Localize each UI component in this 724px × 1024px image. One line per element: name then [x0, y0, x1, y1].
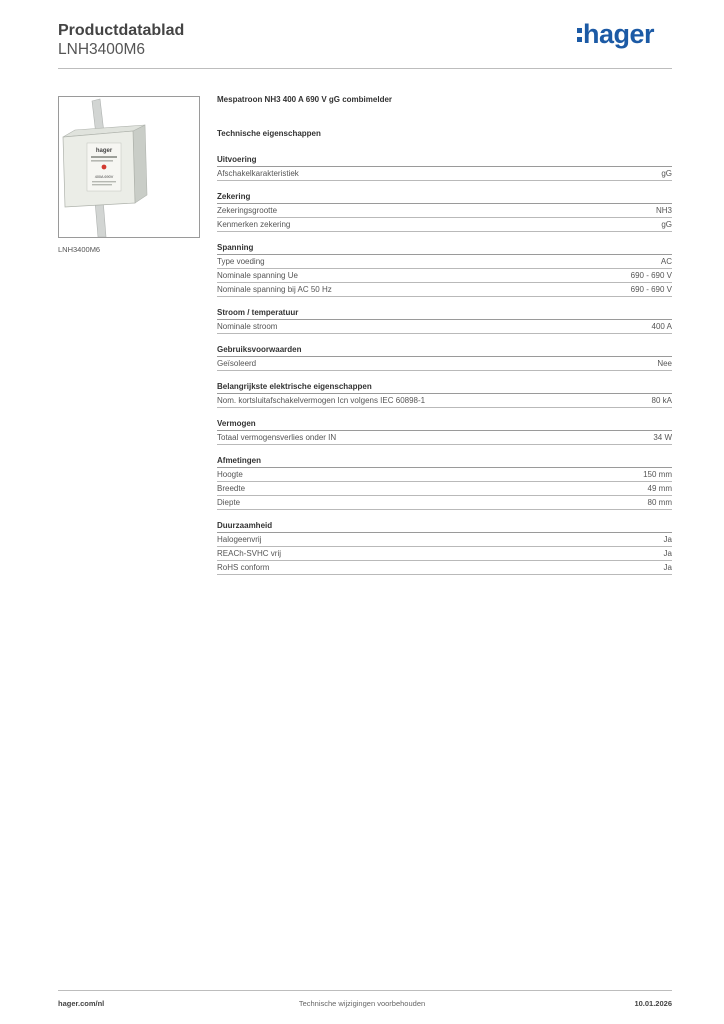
spec-section: [217, 520, 672, 575]
product-image: [58, 96, 200, 238]
spec-section: [217, 154, 672, 181]
spec-row: [217, 496, 672, 510]
spec-label: Type voeding: [217, 257, 265, 266]
spec-row: [217, 204, 672, 218]
spec-value: AC: [660, 257, 672, 266]
document-title: Productdatablad: [58, 22, 185, 39]
spec-value: Ja: [663, 563, 672, 572]
spec-section-title: Vermogen: [217, 418, 672, 431]
spec-value: 80 kA: [651, 396, 672, 405]
spec-row: [217, 283, 672, 297]
spec-row: [217, 468, 672, 482]
spec-value: gG: [661, 220, 672, 229]
header-divider: [58, 68, 672, 69]
spec-label: Halogeenvrij: [217, 535, 262, 544]
spec-value: 690 - 690 V: [630, 271, 672, 280]
spec-value: NH3: [655, 206, 672, 215]
spec-section-title: Uitvoering: [217, 154, 672, 167]
product-name: Mespatroon NH3 400 A 690 V gG combimelder: [217, 95, 393, 104]
spec-value: 690 - 690 V: [630, 285, 672, 294]
spec-row: [217, 533, 672, 547]
spec-label: Totaal vermogensverlies onder IN: [217, 433, 337, 442]
hager-logo: [577, 19, 654, 50]
spec-section: [217, 344, 672, 371]
spec-label: Nominale spanning bij AC 50 Hz: [217, 285, 332, 294]
spec-value: 34 W: [653, 433, 672, 442]
product-code: LNH3400M6: [58, 41, 146, 58]
spec-row: [217, 167, 672, 181]
spec-section-title: Belangrijkste elektrische eigenschappen: [217, 381, 672, 394]
spec-sections: [217, 154, 672, 575]
spec-value: Ja: [663, 549, 672, 558]
spec-label: REACh-SVHC vrij: [217, 549, 282, 558]
spec-row: [217, 547, 672, 561]
footer-notice: Technische wijzigingen voorbehouden: [298, 999, 426, 1008]
spec-value: Ja: [663, 535, 672, 544]
spec-label: Afschakelkarakteristiek: [217, 169, 299, 178]
spec-value: 80 mm: [647, 498, 672, 507]
logo-dots-icon: [577, 28, 582, 42]
spec-label: Geïsoleerd: [217, 359, 257, 368]
spec-section-title: Duurzaamheid: [217, 520, 672, 533]
spec-label: Nominale stroom: [217, 322, 278, 331]
spec-row: [217, 394, 672, 408]
spec-section-title: Zekering: [217, 191, 672, 204]
image-caption: LNH3400M6: [58, 245, 101, 254]
fuse-rating-text: 400A 690V: [94, 175, 114, 179]
spec-label: Kenmerken zekering: [217, 220, 291, 229]
spec-row: [217, 431, 672, 445]
spec-section: [217, 418, 672, 445]
spec-row: [217, 269, 672, 283]
spec-row: [217, 218, 672, 232]
spec-label: Hoogte: [217, 470, 243, 479]
fuse-brand-text: hager: [95, 148, 113, 154]
spec-value: 49 mm: [647, 484, 672, 493]
spec-label: RoHS conform: [217, 563, 270, 572]
spec-section: [217, 307, 672, 334]
technical-properties-title: Technische eigenschappen: [217, 129, 321, 138]
product-specs: [217, 95, 672, 585]
spec-section-title: Spanning: [217, 242, 672, 255]
footer-website: hager.com/nl: [58, 999, 105, 1008]
spec-section: [217, 191, 672, 232]
spec-section: [217, 381, 672, 408]
spec-row: [217, 255, 672, 269]
spec-section-title: Afmetingen: [217, 455, 672, 468]
logo-text: hager: [582, 19, 654, 49]
spec-row: [217, 482, 672, 496]
spec-row: [217, 320, 672, 334]
spec-value: Nee: [657, 359, 672, 368]
spec-section: [217, 455, 672, 510]
spec-section-title: Stroom / temperatuur: [217, 307, 672, 320]
spec-row: [217, 357, 672, 371]
spec-value: gG: [661, 169, 672, 178]
spec-value: 400 A: [651, 322, 672, 331]
footer-date: 10.01.2026: [634, 999, 672, 1008]
spec-label: Nominale spanning Ue: [217, 271, 298, 280]
fuse-illustration: [59, 97, 199, 237]
spec-label: Diepte: [217, 498, 241, 507]
spec-section: [217, 242, 672, 297]
spec-label: Nom. kortsluitafschakelvermogen Icn volgens IEC 60898-1: [217, 396, 426, 405]
spec-row: [217, 561, 672, 575]
page-header: [58, 19, 672, 70]
spec-label: Zekeringsgrootte: [217, 206, 278, 215]
spec-value: 150 mm: [643, 470, 672, 479]
spec-section-title: Gebruiksvoorwaarden: [217, 344, 672, 357]
spec-label: Breedte: [217, 484, 246, 493]
footer-divider: [58, 990, 672, 991]
